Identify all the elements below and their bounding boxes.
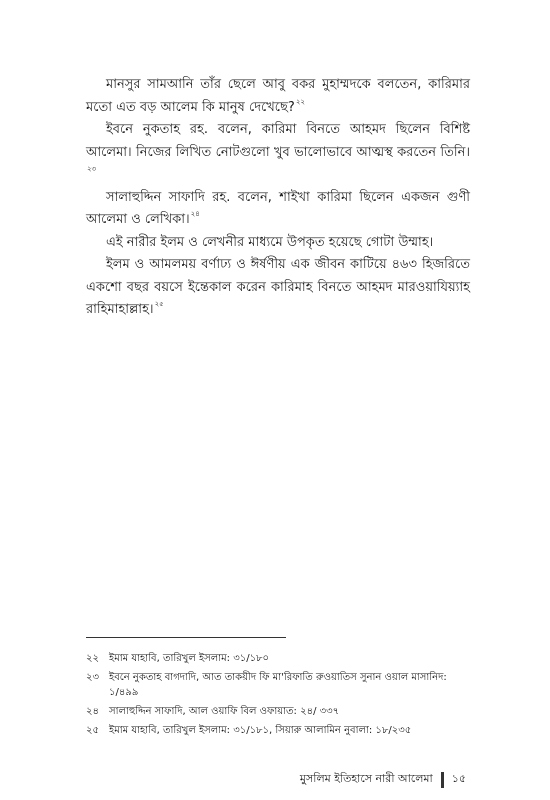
- paragraph-text: সালাহুদ্দিন সাফাদি রহ. বলেন, শাইখা কারিমা ছিলেন একজন গুণী আলেমা ও লেখিকা।: [86, 189, 470, 227]
- footnote-number: ২২: [86, 653, 100, 664]
- footnote-ref[interactable]: ২৩: [87, 165, 97, 173]
- page-number: ১৫: [451, 772, 466, 785]
- footer-separator: [441, 772, 444, 788]
- footnote-ref[interactable]: ২৪: [190, 210, 200, 218]
- footnote: [86, 723, 470, 738]
- running-title: মুসলিম ইতিহাসে নারী আলেমা: [299, 772, 433, 785]
- footnote-divider: [86, 637, 286, 638]
- paragraph: [86, 119, 470, 187]
- footnote-ref[interactable]: ২২: [295, 97, 305, 106]
- paragraph-text: মানসুর সামআনি তাঁর ছেলে আবু বকর মুহাম্মদকে বলতেন, কারিমার মতো এত বড় আলেম কি মানুষ দেখেছে?: [86, 77, 470, 115]
- footnote-text: ইমাম যাহাবি, তারিখুল ইসলাম: ৩১/১৮০: [109, 653, 270, 664]
- paragraph-text: ইলম ও আমলময় বর্ণাঢ্য ও ঈর্ষণীয় এক জীবন কাটিয়ে ৪৬৩ হিজরিতে একশো বছর বয়সে ইন্তেকাল করেন কারিমাহ বিনতে আহমদ মারওয়াযিয়্যাহ রাহিমাহাল্লাহ।: [86, 257, 470, 317]
- footnote: [86, 704, 470, 719]
- footnote-ref[interactable]: ২৫: [154, 300, 164, 308]
- paragraph: [86, 232, 470, 255]
- paragraph-text: এই নারীর ইলম ও লেখনীর মাধ্যমে উপকৃত হয়েছে গোটা উম্মাহ।: [106, 234, 434, 250]
- paragraph: [86, 74, 470, 119]
- footnotes: [86, 651, 470, 742]
- footnote: [86, 670, 470, 700]
- paragraph: [86, 187, 470, 232]
- footnote-number: ২৪: [86, 706, 99, 717]
- footnote-text: ইবনে নুকতাহ বাগদাদি, আত তাকয়ীদ ফি মা'রিফাতি রুওয়াতিস সুনান ওয়াল মাসানিদ: ১/৪৯৯: [109, 672, 447, 698]
- page-footer: [300, 770, 466, 789]
- footnote-text: ইমাম যাহাবি, তারিখুল ইসলাম: ৩১/১৮১, সিয়ারু আলামিন নুবালা: ১৮/২৩৫: [109, 725, 412, 736]
- paragraph-text: ইবনে নুকতাহ রহ. বলেন, কারিমা বিনতে আহমদ ছিলেন বিশিষ্ট আলেমা। নিজের লিখিত নোটগুলো খুব ভালোভাবে আত্মস্থ করতেন তিনি।: [86, 122, 470, 160]
- footnote-number: ২৫: [86, 725, 99, 736]
- footnote-number: ২৩: [86, 672, 100, 683]
- main-text: [86, 74, 470, 322]
- footnote: [86, 651, 470, 666]
- footnote-text: সালাহুদ্দিন সাফাদি, আল ওয়াফি বিল ওফায়াত: ২৪/ ৩৩৭: [109, 706, 340, 717]
- paragraph: [86, 254, 470, 322]
